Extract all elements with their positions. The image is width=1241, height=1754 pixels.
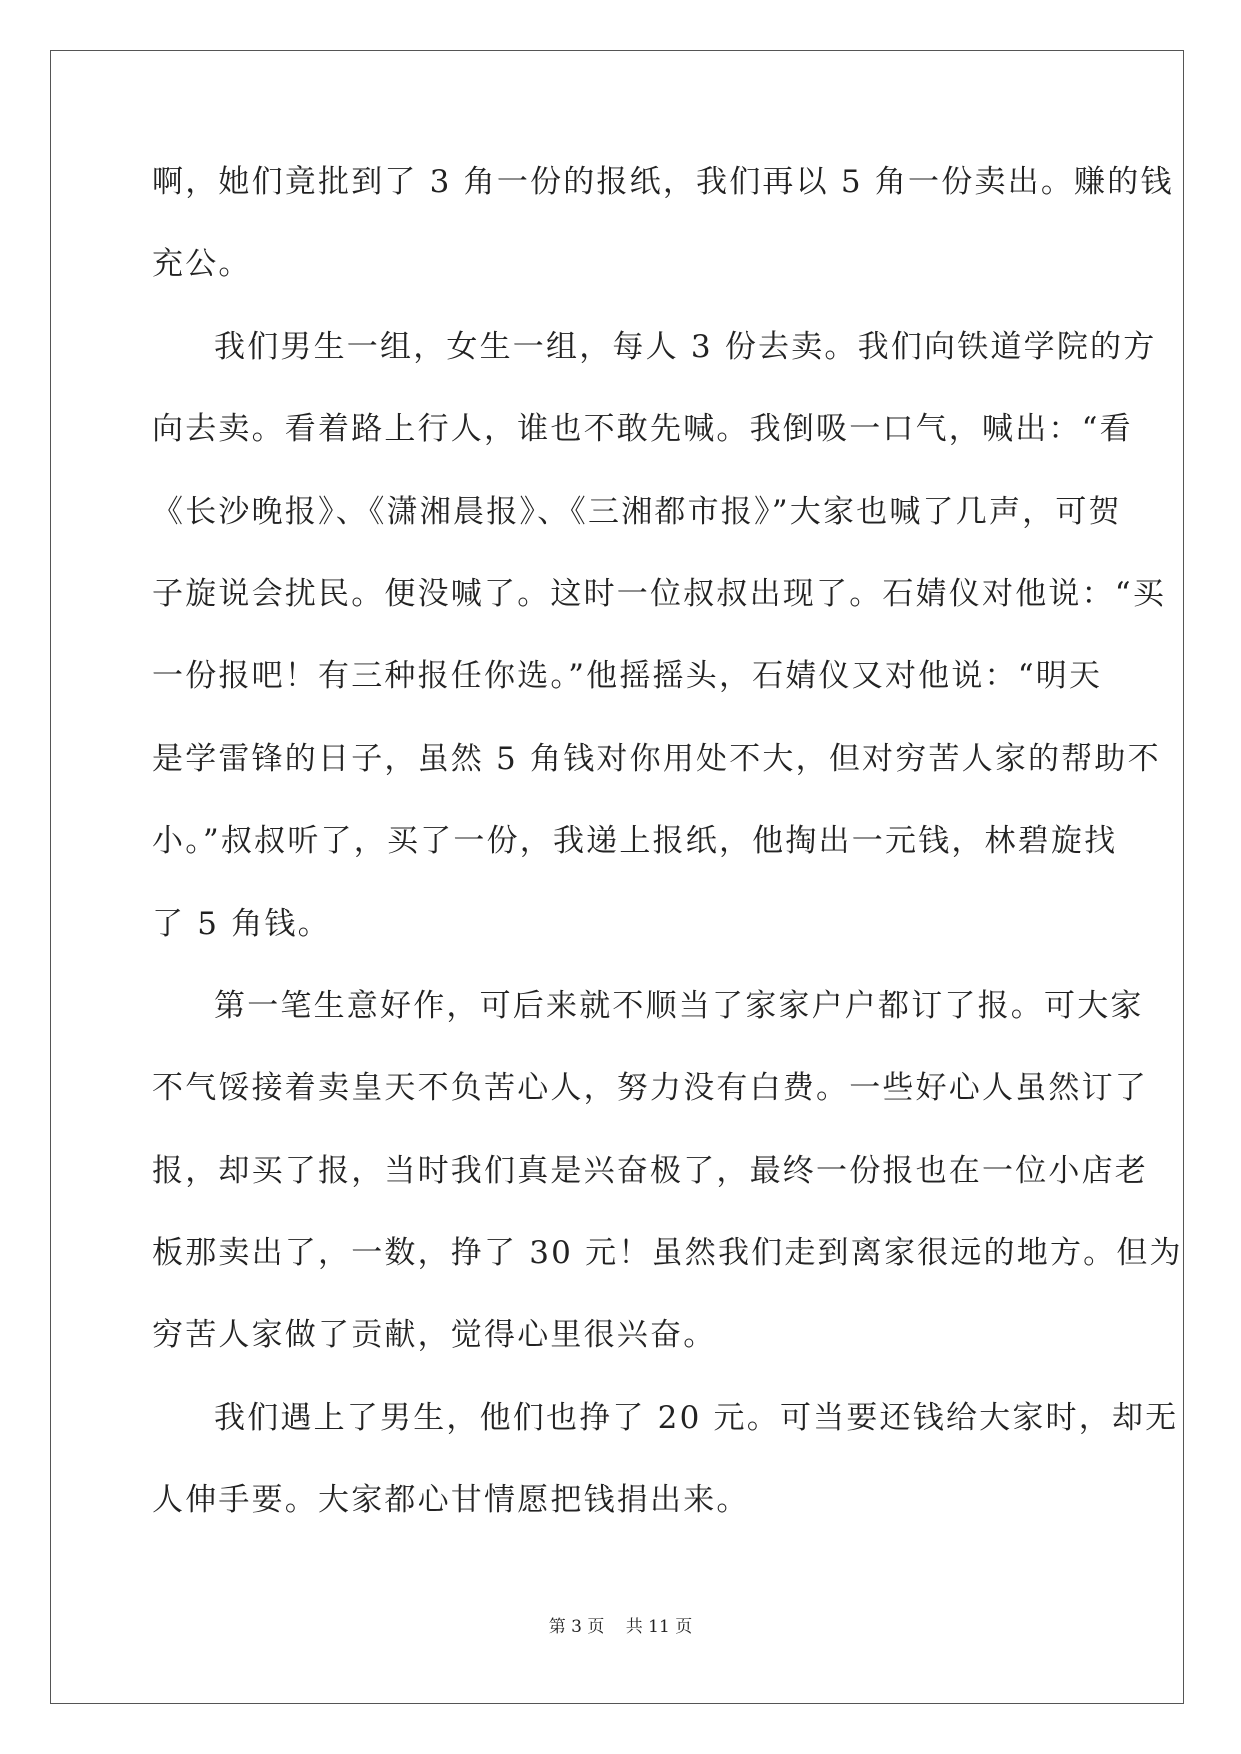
text-line: 《长沙晚报》、《潇湘晨报》、《三湘都市报》”大家也喊了几声，可贺 — [152, 493, 1122, 530]
text-line: 一份报吧！有三种报任你选。”他摇摇头，石婧仪又对他说：“明天 — [152, 658, 1103, 695]
text-line: 人伸手要。大家都心甘情愿把钱捐出来。 — [152, 1482, 750, 1519]
text-line: 小。”叔叔听了，买了一份，我递上报纸，他掏出一元钱，林碧旋找 — [152, 823, 1118, 860]
text-line: 报，却买了报，当时我们真是兴奋极了，最终一份报也在一位小店老 — [152, 1152, 1148, 1189]
text-line: 充公。 — [152, 246, 252, 283]
text-line: 我们遇上了男生，他们也挣了 20 元。可当要还钱给大家时，却无 — [214, 1399, 1179, 1436]
text-line: 板那卖出了，一数，挣了 30 元！虽然我们走到离家很远的地方。但为 — [152, 1235, 1183, 1272]
page-footer — [0, 1612, 1241, 1637]
text-line: 穷苦人家做了贡献，觉得心里很兴奋。 — [152, 1317, 717, 1354]
text-line: 啊，她们竟批到了 3 角一份的报纸，我们再以 5 角一份卖出。赚的钱 — [152, 164, 1174, 200]
document-body — [152, 162, 1183, 1563]
text-line: 子旋说会扰民。便没喊了。这时一位叔叔出现了。石婧仪对他说：“买 — [152, 575, 1167, 612]
page-number: 第 3 页 — [548, 1617, 605, 1637]
text-line: 不气馁接着卖皇天不负苦心人，努力没有白费。一些好心人虽然订了 — [152, 1070, 1148, 1107]
text-line: 了 5 角钱。 — [152, 905, 331, 942]
text-line: 我们男生一组，女生一组，每人 3 份去卖。我们向铁道学院的方 — [214, 328, 1157, 365]
page-total: 共 11 页 — [625, 1617, 693, 1637]
text-line: 第一笔生意好作，可后来就不顺当了家家户户都订了报。可大家 — [214, 987, 1144, 1024]
text-line: 是学雷锋的日子，虽然 5 角钱对你用处不大，但对穷苦人家的帮助不 — [152, 740, 1161, 777]
text-line: 向去卖。看着路上行人，谁也不敢先喊。我倒吸一口气，喊出：“看 — [152, 411, 1133, 448]
